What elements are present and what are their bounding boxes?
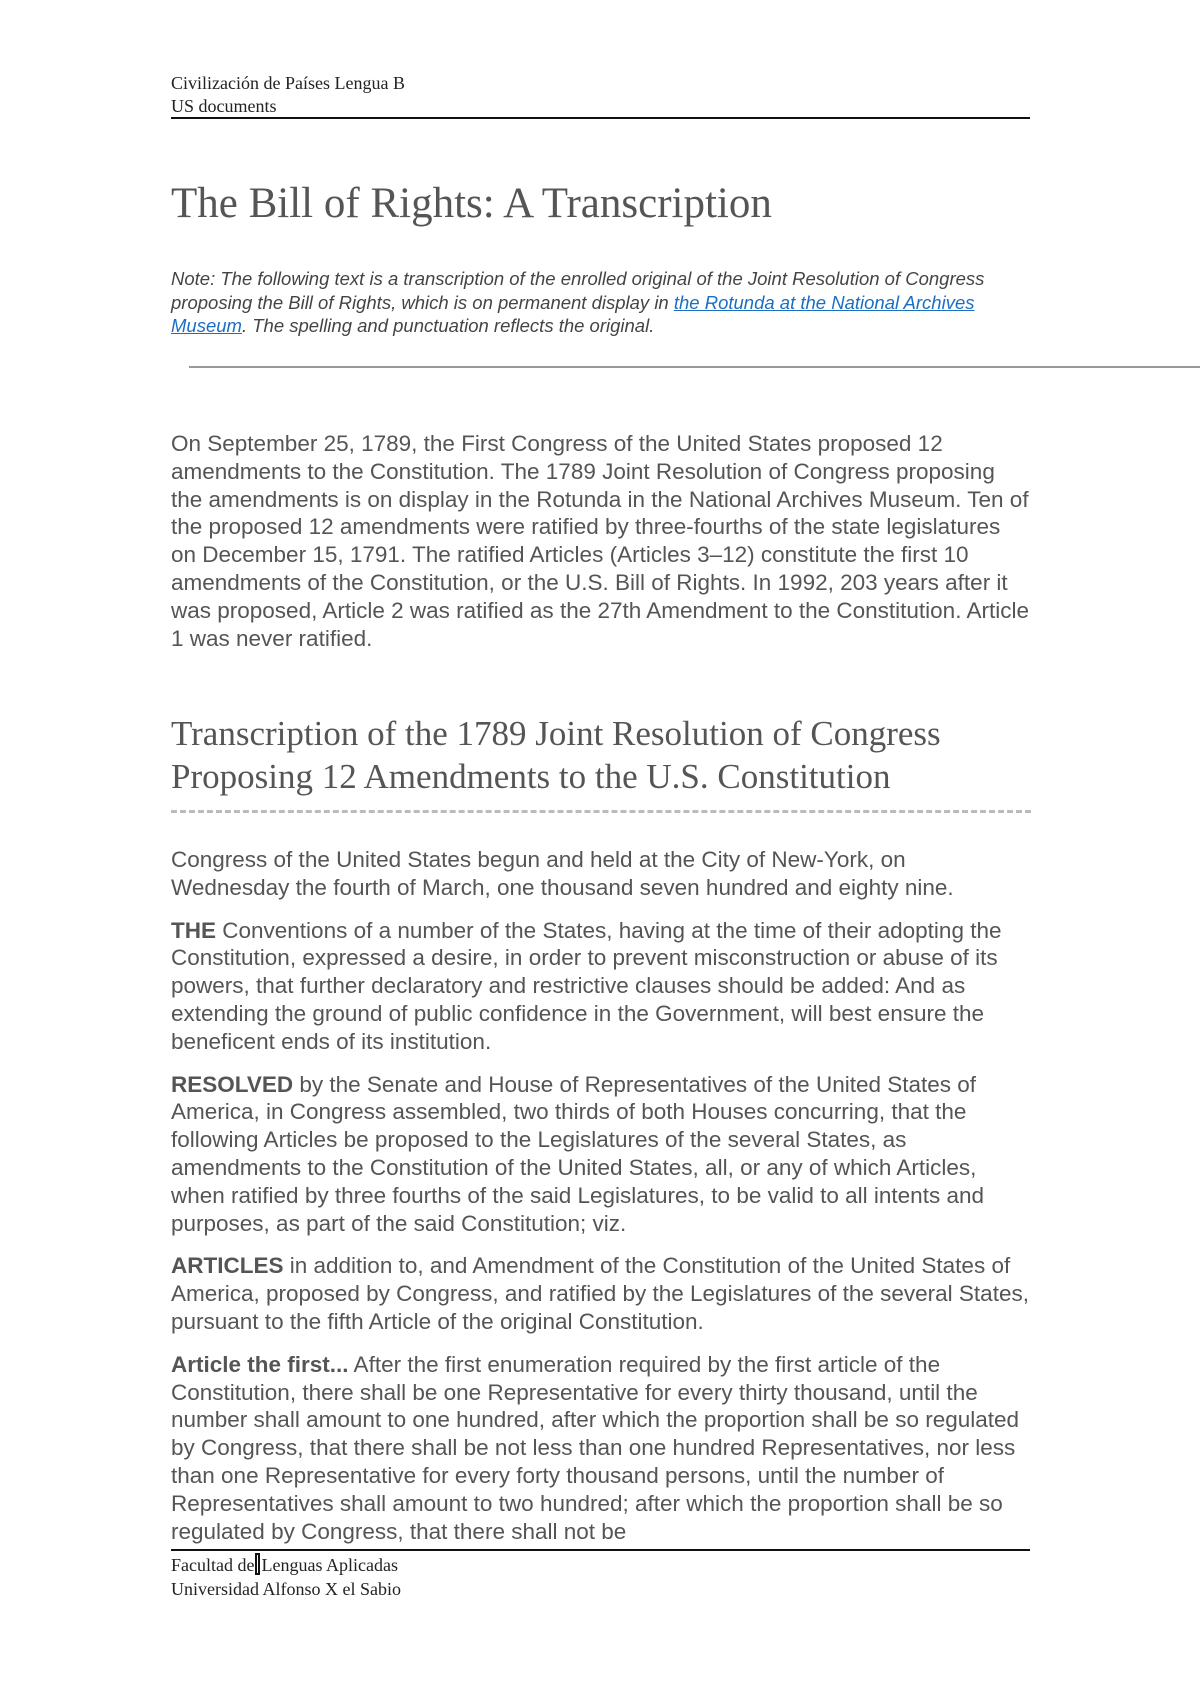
resolution-text xyxy=(171,846,1030,1560)
header-subject-line: US documents xyxy=(171,96,277,116)
note-text-after: . The spelling and punctuation reflects the original. xyxy=(241,315,655,336)
note-text-before: Note: The following text is a transcription of the enrolled original of the Joint Resolution of Congress proposing the Bill of Rights, which is on permanent display in xyxy=(171,268,985,313)
header-course-line: Civilización de Países Lengua B xyxy=(171,73,405,93)
page-header xyxy=(171,72,1030,120)
resolution-paragraph xyxy=(171,1252,1030,1335)
resolution-paragraph xyxy=(171,917,1030,1056)
page-title: The Bill of Rights: A Transcription xyxy=(171,180,772,227)
text-cursor-icon xyxy=(255,1553,260,1575)
paragraph-lead: THE xyxy=(171,917,216,943)
footer-university-line: Universidad Alfonso X el Sabio xyxy=(171,1579,401,1599)
paragraph-lead: ARTICLES xyxy=(171,1253,284,1279)
resolution-paragraph xyxy=(171,1351,1030,1546)
page-footer xyxy=(171,1553,1030,1601)
section-dashed-divider xyxy=(171,810,1031,813)
paragraph-text: After the first enumeration required by the first article of the Constitution, there shall be one Representative for every thirty thousand, until the number shall amount to one hundred, after which the proportion shall be so regulated by Congress, that there shall be not less than one hundred Representatives, nor less than one Representative for every forty thousand persons, until the number of Representatives shall amount to two hundred; after which the proportion shall be so regulated by Congress, that there shall not be xyxy=(171,1351,1020,1544)
resolution-paragraph xyxy=(171,846,1030,902)
footer-rule xyxy=(171,1549,1030,1551)
footer-faculty-start: Facultad de xyxy=(171,1555,255,1575)
footer-faculty-line xyxy=(171,1553,1030,1577)
footer-faculty-end: Lenguas Aplicadas xyxy=(261,1555,398,1575)
resolution-paragraph xyxy=(171,1071,1030,1238)
paragraph-text: by the Senate and House of Representatives of the United States of America, in Congress assembled, two thirds of both Houses concurring, that the following Articles be proposed to the Legislatures of the several States, as amendments to the Constitution of the United States, all, or any of which Articles, when ratified by three fourths of the said Legislatures, to be valid to all intents and purposes, as part of the said Constitution; viz. xyxy=(171,1071,984,1236)
rotunda-link[interactable]: the Rotunda at the National Archives Museum xyxy=(171,291,975,336)
paragraph-text: Conventions of a number of the States, having at the time of their adopting the Constitution, expressed a desire, in order to prevent misconstruction or abuse of its powers, that further declaratory and restrictive clauses should be added: And as extending the ground of public confidence in the Government, will best ensure the beneficent ends of its institution. xyxy=(171,917,1002,1054)
paragraph-lead: RESOLVED xyxy=(171,1071,294,1097)
section-heading: Transcription of the 1789 Joint Resolution of Congress Proposing 12 Amendments to the U.S. Constitution xyxy=(171,714,941,796)
paragraph-lead: Article the first... xyxy=(171,1351,349,1377)
note-divider xyxy=(189,366,1200,368)
intro-paragraph: On September 25, 1789, the First Congress of the United States proposed 12 amendments to the Constitution. The 1789 Joint Resolution of Congress proposing the amendments is on display in the Rotunda in the National Archives Museum. Ten of the proposed 12 amendments were ratified by three-fourths of the state legislatures on December 15, 1791. The ratified Articles (Articles 3–12) constitute the first 10 amendments of the Constitution, or the U.S. Bill of Rights. In 1992, 203 years after it was proposed, Article 2 was ratified as the 27th Amendment to the Constitution. Article 1 was never ratified. xyxy=(171,431,1029,651)
document-page xyxy=(171,0,1030,1698)
paragraph-text: in addition to, and Amendment of the Constitution of the United States of America, proposed by Congress, and ratified by the Legislatures of the several States, pursuant to the fifth Article of the original Constitution. xyxy=(171,1253,1029,1334)
header-rule xyxy=(171,117,1030,119)
paragraph-text: Congress of the United States begun and held at the City of New-York, on Wednesday the fourth of March, one thousand seven hundred and eighty nine. xyxy=(171,847,954,900)
transcription-note xyxy=(171,267,1030,338)
